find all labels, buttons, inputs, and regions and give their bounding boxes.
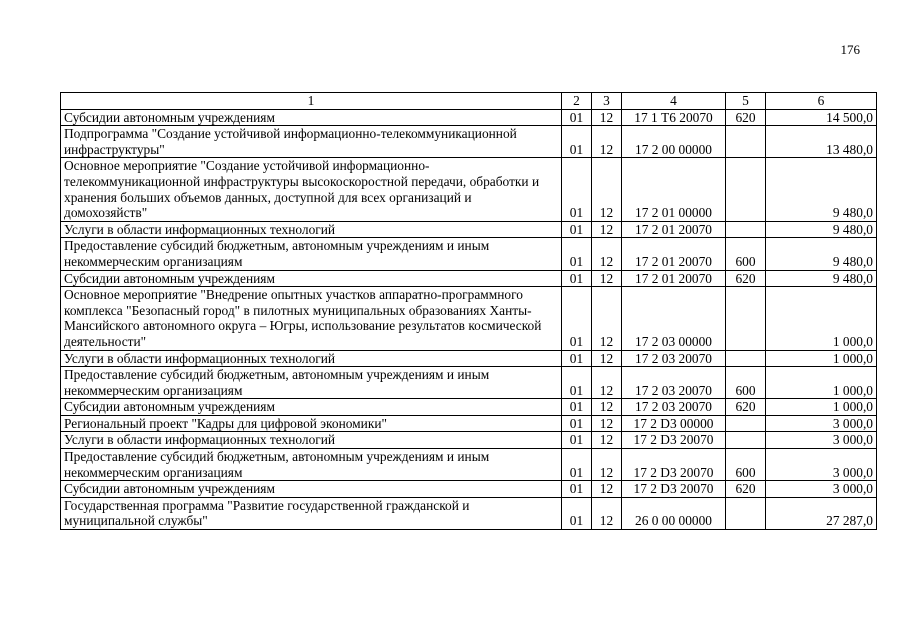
row-section-cell: 01 bbox=[562, 109, 592, 126]
row-expense-type-cell: 620 bbox=[726, 399, 766, 416]
row-subsection-cell: 12 bbox=[592, 415, 622, 432]
row-subsection-cell: 12 bbox=[592, 270, 622, 287]
table-row bbox=[61, 350, 877, 367]
row-amount-cell: 9 480,0 bbox=[766, 238, 877, 270]
header-col-4: 4 bbox=[622, 93, 726, 110]
row-name-cell: Услуги в области информационных технологий bbox=[61, 350, 562, 367]
row-subsection-cell: 12 bbox=[592, 221, 622, 238]
row-amount-cell: 3 000,0 bbox=[766, 432, 877, 449]
row-name-cell: Предоставление субсидий бюджетным, автономным учреждениям и иным некоммерческим организациям bbox=[61, 449, 562, 481]
row-name-cell: Субсидии автономным учреждениям bbox=[61, 399, 562, 416]
row-target-code-cell: 17 2 01 20070 bbox=[622, 238, 726, 270]
row-name-cell: Субсидии автономным учреждениям bbox=[61, 481, 562, 498]
row-amount-cell: 1 000,0 bbox=[766, 367, 877, 399]
row-amount-cell: 3 000,0 bbox=[766, 481, 877, 498]
row-amount-cell: 27 287,0 bbox=[766, 497, 877, 529]
row-expense-type-cell: 620 bbox=[726, 270, 766, 287]
row-amount-cell: 9 480,0 bbox=[766, 158, 877, 221]
table-row bbox=[61, 449, 877, 481]
row-target-code-cell: 17 2 01 20070 bbox=[622, 270, 726, 287]
row-amount-cell: 1 000,0 bbox=[766, 287, 877, 350]
row-target-code-cell: 17 2 D3 20070 bbox=[622, 449, 726, 481]
row-section-cell: 01 bbox=[562, 238, 592, 270]
row-subsection-cell: 12 bbox=[592, 126, 622, 158]
row-amount-cell: 3 000,0 bbox=[766, 415, 877, 432]
header-col-3: 3 bbox=[592, 93, 622, 110]
row-section-cell: 01 bbox=[562, 350, 592, 367]
row-name-cell: Предоставление субсидий бюджетным, автономным учреждениям и иным некоммерческим организациям bbox=[61, 238, 562, 270]
row-expense-type-cell bbox=[726, 497, 766, 529]
table-row bbox=[61, 238, 877, 270]
row-target-code-cell: 17 2 D3 20070 bbox=[622, 432, 726, 449]
row-target-code-cell: 17 2 D3 00000 bbox=[622, 415, 726, 432]
table-row bbox=[61, 481, 877, 498]
table-row bbox=[61, 432, 877, 449]
row-subsection-cell: 12 bbox=[592, 158, 622, 221]
row-target-code-cell: 26 0 00 00000 bbox=[622, 497, 726, 529]
row-section-cell: 01 bbox=[562, 367, 592, 399]
row-expense-type-cell bbox=[726, 158, 766, 221]
row-expense-type-cell bbox=[726, 432, 766, 449]
row-section-cell: 01 bbox=[562, 270, 592, 287]
row-amount-cell: 1 000,0 bbox=[766, 350, 877, 367]
row-expense-type-cell bbox=[726, 126, 766, 158]
page-number: 176 bbox=[840, 42, 860, 57]
row-name-cell: Региональный проект "Кадры для цифровой экономики" bbox=[61, 415, 562, 432]
row-section-cell: 01 bbox=[562, 497, 592, 529]
row-target-code-cell: 17 2 D3 20070 bbox=[622, 481, 726, 498]
row-expense-type-cell: 600 bbox=[726, 238, 766, 270]
header-col-6: 6 bbox=[766, 93, 877, 110]
row-amount-cell: 9 480,0 bbox=[766, 221, 877, 238]
row-section-cell: 01 bbox=[562, 432, 592, 449]
row-name-cell: Подпрограмма "Создание устойчивой информационно-телекоммуникационной инфраструктуры" bbox=[61, 126, 562, 158]
row-name-cell: Основное мероприятие "Создание устойчивой информационно-телекоммуникационной инфраструктуры высокоскоростной передачи, обработки и хранения больших объемов данных, доступной для всех организаций и домохозяйств" bbox=[61, 158, 562, 221]
row-section-cell: 01 bbox=[562, 287, 592, 350]
row-target-code-cell: 17 2 03 00000 bbox=[622, 287, 726, 350]
table-row bbox=[61, 415, 877, 432]
budget-table bbox=[60, 92, 877, 530]
row-section-cell: 01 bbox=[562, 415, 592, 432]
table-header bbox=[61, 93, 877, 110]
row-name-cell: Предоставление субсидий бюджетным, автономным учреждениям и иным некоммерческим организациям bbox=[61, 367, 562, 399]
row-name-cell: Субсидии автономным учреждениям bbox=[61, 109, 562, 126]
row-target-code-cell: 17 2 00 00000 bbox=[622, 126, 726, 158]
row-target-code-cell: 17 1 Т6 20070 bbox=[622, 109, 726, 126]
row-subsection-cell: 12 bbox=[592, 367, 622, 399]
row-expense-type-cell: 600 bbox=[726, 367, 766, 399]
row-subsection-cell: 12 bbox=[592, 109, 622, 126]
row-amount-cell: 13 480,0 bbox=[766, 126, 877, 158]
table-row bbox=[61, 287, 877, 350]
row-section-cell: 01 bbox=[562, 126, 592, 158]
row-name-cell: Услуги в области информационных технологий bbox=[61, 432, 562, 449]
table-row bbox=[61, 158, 877, 221]
row-subsection-cell: 12 bbox=[592, 350, 622, 367]
row-target-code-cell: 17 2 03 20070 bbox=[622, 399, 726, 416]
row-subsection-cell: 12 bbox=[592, 399, 622, 416]
row-subsection-cell: 12 bbox=[592, 432, 622, 449]
row-name-cell: Государственная программа "Развитие государственной гражданской и муниципальной службы" bbox=[61, 497, 562, 529]
row-section-cell: 01 bbox=[562, 449, 592, 481]
row-section-cell: 01 bbox=[562, 158, 592, 221]
row-section-cell: 01 bbox=[562, 481, 592, 498]
row-amount-cell: 1 000,0 bbox=[766, 399, 877, 416]
row-amount-cell: 9 480,0 bbox=[766, 270, 877, 287]
row-section-cell: 01 bbox=[562, 221, 592, 238]
row-expense-type-cell bbox=[726, 415, 766, 432]
table-body bbox=[61, 109, 877, 529]
table-row bbox=[61, 399, 877, 416]
row-target-code-cell: 17 2 01 00000 bbox=[622, 158, 726, 221]
table-row bbox=[61, 270, 877, 287]
row-expense-type-cell: 600 bbox=[726, 449, 766, 481]
row-name-cell: Основное мероприятие "Внедрение опытных участков аппаратно-программного комплекса "Безопасный город" в пилотных муниципальных образованиях Ханты-Мансийского автономного округа – Югры, использование результатов космической деятельности" bbox=[61, 287, 562, 350]
row-section-cell: 01 bbox=[562, 399, 592, 416]
row-subsection-cell: 12 bbox=[592, 497, 622, 529]
header-row bbox=[61, 93, 877, 110]
table-row bbox=[61, 221, 877, 238]
header-col-2: 2 bbox=[562, 93, 592, 110]
row-amount-cell: 14 500,0 bbox=[766, 109, 877, 126]
row-expense-type-cell bbox=[726, 221, 766, 238]
row-expense-type-cell: 620 bbox=[726, 481, 766, 498]
row-target-code-cell: 17 2 01 20070 bbox=[622, 221, 726, 238]
table-row bbox=[61, 109, 877, 126]
row-name-cell: Субсидии автономным учреждениям bbox=[61, 270, 562, 287]
row-target-code-cell: 17 2 03 20070 bbox=[622, 367, 726, 399]
row-subsection-cell: 12 bbox=[592, 481, 622, 498]
row-subsection-cell: 12 bbox=[592, 449, 622, 481]
row-target-code-cell: 17 2 03 20070 bbox=[622, 350, 726, 367]
row-subsection-cell: 12 bbox=[592, 287, 622, 350]
table-row bbox=[61, 497, 877, 529]
row-expense-type-cell: 620 bbox=[726, 109, 766, 126]
row-expense-type-cell bbox=[726, 287, 766, 350]
header-col-5: 5 bbox=[726, 93, 766, 110]
row-subsection-cell: 12 bbox=[592, 238, 622, 270]
header-col-1: 1 bbox=[61, 93, 562, 110]
row-name-cell: Услуги в области информационных технологий bbox=[61, 221, 562, 238]
table-row bbox=[61, 126, 877, 158]
row-expense-type-cell bbox=[726, 350, 766, 367]
table-row bbox=[61, 367, 877, 399]
row-amount-cell: 3 000,0 bbox=[766, 449, 877, 481]
